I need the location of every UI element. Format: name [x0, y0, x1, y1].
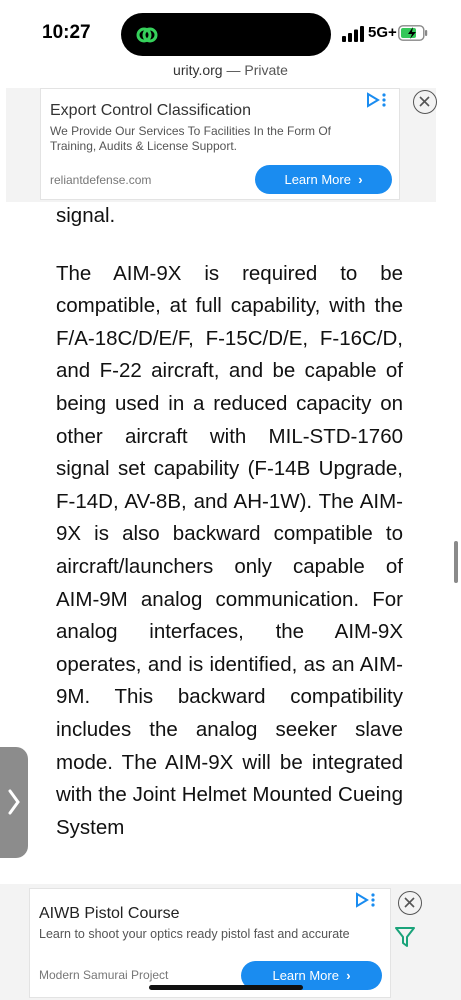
button-label: Learn More — [284, 172, 351, 187]
article-paragraph: The AIM-9X is required to be compatible, at full capability, with the F/A-18C/D/E/F, F-15C/D/E, F-16C/D, and F-22 aircraft, and be capable of being used in a reduced capacity on other aircraft with MIL-STD-1760 signal set capability (F-14B Upgrade, F-14D, AV-8B, and AH-1W). The AIM-9X is also backward compatible to aircraft/launchers only capable of AIM-9M analog communication. For analog interfaces, the AIM-9X operates, and is identified, as an AIM-9M. This backward compatibility includes the analog seeker slave mode. The AIM-9X will be integrated with the Joint Helmet Mounted Cueing System — [56, 261, 403, 839]
cellular-signal-icon — [342, 26, 364, 42]
learn-more-button[interactable] — [255, 165, 392, 194]
top-ad[interactable] — [40, 88, 400, 200]
ad-domain[interactable]: reliantdefense.com — [50, 173, 152, 187]
adchoices-icon[interactable] — [366, 92, 388, 110]
side-drawer-handle[interactable] — [0, 747, 28, 858]
url-bar[interactable] — [0, 62, 461, 84]
ad-title[interactable]: AIWB Pistol Course — [39, 905, 180, 922]
chevron-right-icon: › — [358, 172, 363, 187]
scrollbar[interactable] — [454, 541, 458, 583]
browsing-mode: Private — [244, 62, 288, 78]
close-ad-icon[interactable] — [398, 891, 422, 915]
url-domain: urity.org — [173, 62, 223, 78]
dynamic-island — [121, 13, 331, 56]
button-label: Learn More — [272, 968, 339, 983]
filter-funnel-icon[interactable] — [395, 926, 415, 948]
clock: 10:27 — [42, 22, 91, 43]
article-body — [56, 200, 403, 844]
adchoices-icon[interactable] — [355, 892, 377, 910]
ad-title[interactable]: Export Control Classification — [50, 102, 251, 119]
ad-description: Learn to shoot your optics ready pistol fast and accurate — [39, 927, 350, 941]
chevron-right-icon — [8, 789, 20, 815]
status-bar — [0, 0, 461, 62]
article-fragment: signal. — [56, 204, 116, 227]
network-type: 5G+ — [368, 24, 397, 41]
bottom-ad[interactable] — [29, 888, 391, 998]
battery-charging-icon — [398, 25, 428, 41]
home-indicator[interactable] — [149, 985, 303, 990]
ad-description: We Provide Our Services To Facilities In the Form Of Training, Audits & License Support. — [50, 124, 331, 153]
ad-domain[interactable]: Modern Samurai Project — [39, 968, 169, 982]
close-ad-icon[interactable] — [413, 90, 437, 114]
chevron-right-icon: › — [346, 968, 351, 983]
url-separator: — — [222, 62, 245, 78]
link-circle-icon — [135, 23, 159, 47]
